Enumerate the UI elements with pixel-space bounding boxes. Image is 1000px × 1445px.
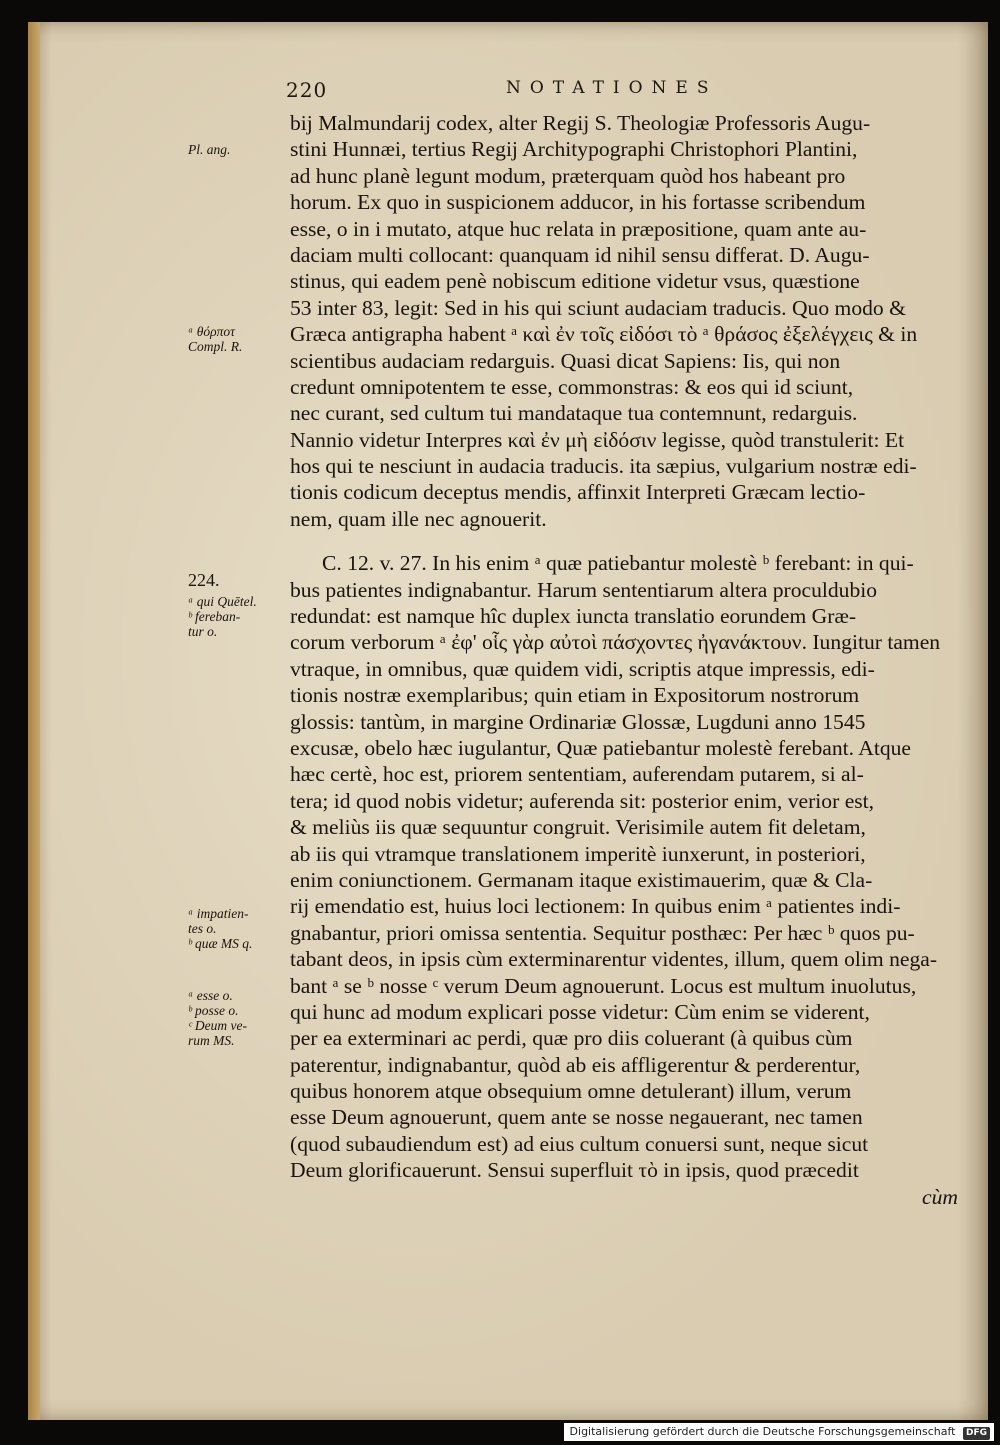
text-line: excusæ, obelo hæc iugulantur, Quæ patiebantur molestè ferebant. Atque — [290, 735, 911, 760]
text-line: bus patientes indignabantur. Harum sententiarum altera proculdubio — [290, 577, 878, 602]
page-header — [286, 78, 776, 108]
text-line: bant ᵃ se ᵇ nosse ᶜ verum Deum agnouerunt. Locus est multum inuolutus, — [290, 973, 917, 998]
text-line: hæc certè, hoc est, priorem sententiam, auferendam putarem, si al- — [290, 762, 864, 787]
margin-note-line: ᵃ θόρποτ — [188, 324, 235, 339]
text-line: tera; id quod nobis videtur; auferenda sit: posterior enim, verior est, — [290, 788, 875, 813]
margin-note-line: ᵇ fereban- — [188, 609, 241, 624]
text-line: credunt omnipotentem te esse, commonstras: & eos qui id sciunt, — [290, 374, 854, 399]
margin-note-line: Compl. R. — [188, 339, 243, 354]
text-line: enim coniunctionem. Germanam itaque existimauerim, quæ & Cla- — [290, 867, 873, 892]
text-line: redundat: est namque hîc duplex iuncta translatio eorundem Græ- — [290, 604, 857, 629]
text-line: vtraque, in omnibus, quæ quidem vidi, scriptis atque impressis, edi- — [290, 656, 875, 681]
paragraph-1 — [290, 110, 958, 532]
margin-note-line: ᶜ Deum ve- — [188, 1018, 248, 1033]
text-line: paterentur, indignabantur, quòd ab eis affligerentur & perderentur, — [290, 1052, 861, 1077]
text-line: tabant deos, in ipsis cùm exterminarentur videntes, illum, quem olim nega- — [290, 947, 938, 972]
text-line: bij Malmundarij codex, alter Regij S. Theologiæ Professoris Augu- — [290, 111, 871, 135]
text-line: tionis codicum deceptus mendis, affinxit Interpreti Græcam lectio- — [290, 480, 866, 505]
text-line: & meliùs iis quæ sequuntur congruit. Verisimile autem fit deletam, — [290, 815, 866, 840]
margin-note-line: tur o. — [188, 624, 218, 639]
text-line: glossis: tantùm, in margine Ordinariæ Glossæ, Lugduni anno 1545 — [290, 709, 866, 734]
text-line: nec curant, sed cultum tui mandataque tua contemnunt, redarguis. — [290, 401, 858, 426]
margin-note-line: ᵇ quæ MS q. — [188, 936, 253, 951]
margin-note-esse — [188, 988, 288, 1048]
text-line: esse, o in i mutato, atque huc relata in præpositione, quam ante au- — [290, 216, 867, 241]
margin-note-line: ᵃ qui Quētel. — [188, 594, 257, 609]
text-line: stini Hunnæi, tertius Regij Architypographi Christophori Plantini, — [290, 137, 858, 162]
text-line: rij emendatio est, huius loci lectionem: In quibus enim ᵃ patientes indi- — [290, 894, 901, 919]
margin-note-line: ᵃ esse o. — [188, 988, 233, 1003]
margin-note-224 — [188, 570, 288, 590]
margin-note-line: rum MS. — [188, 1033, 235, 1048]
text-line: ad hunc planè legunt modum, præterquam quòd hos habeant pro — [290, 163, 846, 188]
text-line: scientibus audaciam redarguis. Quasi dicat Sapiens: Iis, qui non — [290, 348, 841, 373]
text-line: tionis nostræ exemplaribus; quin etiam in Expositorum nostrorum — [290, 683, 860, 708]
text-line: horum. Ex quo in suspicionem adducor, in his fortasse scribendum — [290, 190, 866, 215]
page-number: 220 — [286, 78, 328, 102]
text-line: qui hunc ad modum explicari posse videtur: Cùm enim se viderent, — [290, 999, 870, 1024]
main-text — [290, 110, 958, 1210]
margin-note-line: 224. — [188, 570, 220, 590]
margin-note-line: ᵇ posse o. — [188, 1003, 239, 1018]
text-line: ab iis qui vtramque translationem imperitè iunxerunt, in posteriori, — [290, 841, 866, 866]
digitization-footer — [564, 1423, 994, 1441]
text-line: (quod subaudiendum est) ad eius cultum conuersi sunt, neque sicut — [290, 1131, 869, 1156]
text-line: Græca antigrapha habent ᵃ καὶ ἐν τοῖς εἰδόσι τὸ ᵃ θράσος ἐξελέγχεις & in — [290, 322, 918, 347]
text-line: gnabantur, priori omissa sententia. Sequitur posthæc: Per hæc ᵇ quos pu- — [290, 920, 915, 945]
margin-note-impatientes — [188, 906, 288, 951]
margin-note-thorpot — [188, 324, 288, 354]
text-line: per ea exterminari ac perdi, quæ pro diis coluerant (à quibus cùm — [290, 1026, 853, 1051]
text-line: hos qui te nesciunt in audacia traducis. ita sæpius, vulgarium nostræ edi- — [290, 454, 917, 479]
paragraph-2 — [290, 550, 958, 1183]
text-line: nem, quam ille nec agnouerit. — [290, 506, 547, 531]
catchword: cùm — [922, 1184, 958, 1209]
footer-text: Digitalisierung gefördert durch die Deutsche Forschungsgemeinschaft — [569, 1425, 956, 1438]
margin-note-line: Pl. ang. — [188, 142, 231, 157]
book-page — [28, 22, 988, 1420]
text-line: C. 12. v. 27. In his enim ᵃ quæ patiebantur molestè ᵇ ferebant: in qui- — [322, 551, 914, 576]
text-line: stinus, qui eadem penè nobiscum editione videtur vsus, quæstione — [290, 269, 860, 294]
text-line: Nannio videtur Interpres καὶ ἐν μὴ εἰδόσιν legisse, quòd transtulerit: Et — [290, 427, 905, 452]
running-head: NOTATIONES — [506, 78, 718, 98]
text-line: corum verborum ᵃ ἐφ' οἷς γὰρ αὐτοὶ πάσχοντες ἠγανάκτουν. Iungitur tamen — [290, 630, 941, 655]
text-line: esse Deum agnouerunt, quem ante se nosse negauerant, nec tamen — [290, 1105, 863, 1130]
text-line: quibus honorem atque obsequium omne detulerant) illum, verum — [290, 1079, 852, 1104]
margin-note-plang — [188, 142, 288, 157]
margin-note-quitel — [188, 594, 288, 639]
text-line: 53 inter 83, legit: Sed in his qui sciunt audaciam traducis. Quo modo & — [290, 295, 906, 320]
margin-note-line: tes o. — [188, 921, 217, 936]
margin-note-line: ᵃ impatien- — [188, 906, 249, 921]
dfg-logo: DFG — [963, 1427, 990, 1440]
text-line: Deum glorificauerunt. Sensui superfluit τὸ in ipsis, quod præcedit — [290, 1158, 859, 1183]
text-line: daciam multi collocant: quanquam id nihil sensu differat. D. Augu- — [290, 242, 870, 267]
